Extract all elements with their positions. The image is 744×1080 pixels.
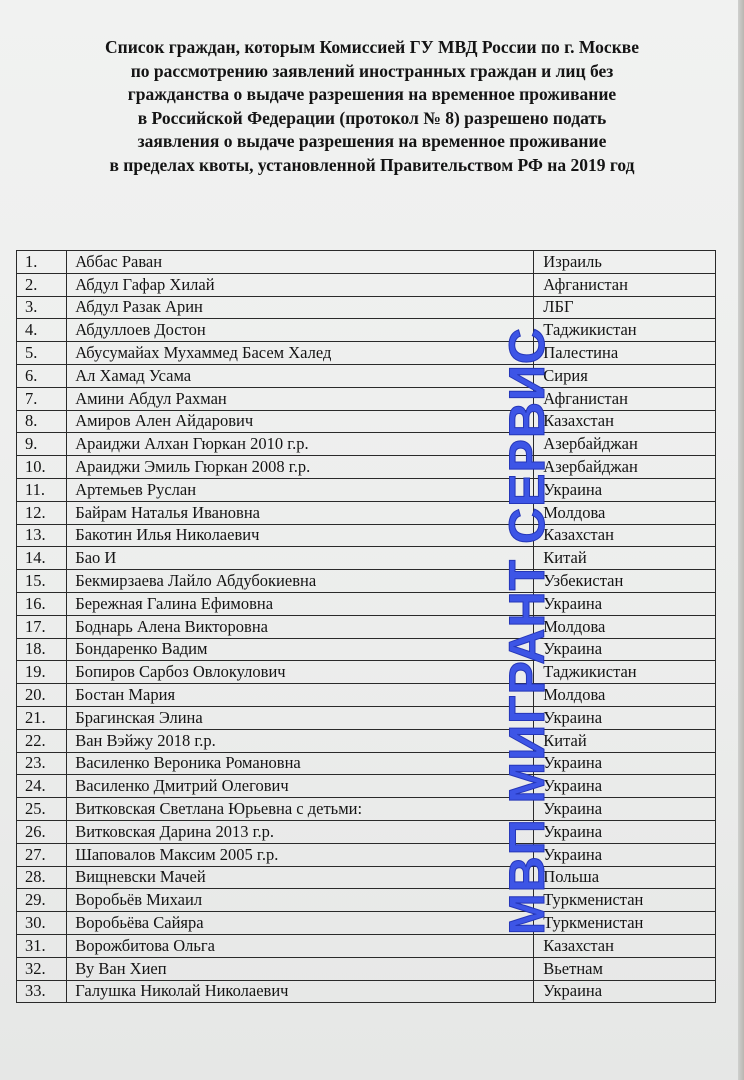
citizen-country: Сирия [534, 364, 716, 387]
citizen-country: Украина [534, 478, 716, 501]
row-number: 9. [17, 433, 67, 456]
citizen-name: Артемьев Руслан [67, 478, 534, 501]
citizen-name: Абусумайах Мухаммед Басем Халед [67, 342, 534, 365]
citizen-country: Узбекистан [534, 570, 716, 593]
citizen-country: Азербайджан [534, 456, 716, 479]
citizens-table [16, 250, 716, 1003]
table-row [17, 638, 716, 661]
citizen-name: Боднарь Алена Викторовна [67, 615, 534, 638]
citizen-country: ЛБГ [534, 296, 716, 319]
citizen-country: Таджикистан [534, 319, 716, 342]
citizen-country: Таджикистан [534, 661, 716, 684]
citizen-name: Витковская Дарина 2013 г.р. [67, 820, 534, 843]
citizen-country: Украина [534, 706, 716, 729]
title-line: Список граждан, которым Комиссией ГУ МВД России по г. Москве [105, 37, 639, 57]
citizen-country: Украина [534, 980, 716, 1003]
citizen-name: Брагинская Элина [67, 706, 534, 729]
row-number: 27. [17, 843, 67, 866]
table-row [17, 798, 716, 821]
citizens-table-body [17, 251, 716, 1003]
citizen-country: Азербайджан [534, 433, 716, 456]
table-row [17, 729, 716, 752]
title-line: гражданства о выдаче разрешения на временное проживание [127, 84, 617, 104]
row-number: 23. [17, 752, 67, 775]
citizen-country: Украина [534, 820, 716, 843]
row-number: 24. [17, 775, 67, 798]
table-row [17, 570, 716, 593]
citizen-country: Украина [534, 592, 716, 615]
citizen-name: Бопиров Сарбоз Овлокулович [67, 661, 534, 684]
citizen-country: Китай [534, 547, 716, 570]
row-number: 8. [17, 410, 67, 433]
table-row [17, 433, 716, 456]
title-line: в Российской Федерации (протокол № 8) разрешено подать [137, 107, 607, 128]
table-row [17, 615, 716, 638]
row-number: 29. [17, 889, 67, 912]
table-row [17, 661, 716, 684]
citizen-name: Абдул Разак Арин [67, 296, 534, 319]
citizen-country: Украина [534, 752, 716, 775]
document-title [0, 36, 744, 177]
citizen-name: Абдул Гафар Хилай [67, 273, 534, 296]
table-row [17, 889, 716, 912]
table-row [17, 934, 716, 957]
citizen-country: Молдова [534, 501, 716, 524]
citizen-country: Украина [534, 798, 716, 821]
citizen-name: Ван Вэйжу 2018 г.р. [67, 729, 534, 752]
row-number: 21. [17, 706, 67, 729]
title-line: в пределах квоты, установленной Правительством РФ на 2019 год [109, 154, 635, 175]
citizen-name: Бекмирзаева Лайло Абдубокиевна [67, 570, 534, 593]
citizen-name: Аббас Раван [67, 251, 534, 274]
citizen-name: Бакотин Илья Николаевич [67, 524, 534, 547]
citizen-name: Василенко Вероника Романовна [67, 752, 534, 775]
row-number: 28. [17, 866, 67, 889]
table-row [17, 364, 716, 387]
citizen-name: Бао И [67, 547, 534, 570]
citizen-country: Израиль [534, 251, 716, 274]
citizen-country: Вьетнам [534, 957, 716, 980]
citizen-country: Молдова [534, 684, 716, 707]
table-row [17, 775, 716, 798]
row-number: 17. [17, 615, 67, 638]
row-number: 30. [17, 912, 67, 935]
citizen-country: Польша [534, 866, 716, 889]
citizen-name: Галушка Николай Николаевич [67, 980, 534, 1003]
citizen-name: Василенко Дмитрий Олегович [67, 775, 534, 798]
row-number: 14. [17, 547, 67, 570]
row-number: 6. [17, 364, 67, 387]
table-row [17, 547, 716, 570]
citizen-country: Украина [534, 843, 716, 866]
table-row [17, 820, 716, 843]
row-number: 31. [17, 934, 67, 957]
citizen-country: Афганистан [534, 273, 716, 296]
citizen-name: Витковская Светлана Юрьевна с детьми: [67, 798, 534, 821]
row-number: 33. [17, 980, 67, 1003]
table-row [17, 706, 716, 729]
table-row [17, 410, 716, 433]
citizen-name: Абдуллоев Достон [67, 319, 534, 342]
citizen-name: Шаповалов Максим 2005 г.р. [67, 843, 534, 866]
citizen-country: Украина [534, 775, 716, 798]
citizen-name: Вищневски Мачей [67, 866, 534, 889]
row-number: 2. [17, 273, 67, 296]
citizen-name: Бостан Мария [67, 684, 534, 707]
citizen-name: Воробьёва Сайяра [67, 912, 534, 935]
row-number: 18. [17, 638, 67, 661]
citizen-country: Казахстан [534, 524, 716, 547]
table-row [17, 980, 716, 1003]
table-row [17, 912, 716, 935]
row-number: 13. [17, 524, 67, 547]
citizen-name: Воробьёв Михаил [67, 889, 534, 912]
citizen-name: Ал Хамад Усама [67, 364, 534, 387]
table-row [17, 866, 716, 889]
table-row [17, 843, 716, 866]
citizen-name: Бондаренко Вадим [67, 638, 534, 661]
citizen-country: Казахстан [534, 410, 716, 433]
table-row [17, 319, 716, 342]
citizen-name: Бережная Галина Ефимовна [67, 592, 534, 615]
table-row [17, 296, 716, 319]
citizen-country: Палестина [534, 342, 716, 365]
table-row [17, 524, 716, 547]
citizen-country: Китай [534, 729, 716, 752]
citizen-country: Молдова [534, 615, 716, 638]
row-number: 12. [17, 501, 67, 524]
citizen-name: Байрам Наталья Ивановна [67, 501, 534, 524]
row-number: 22. [17, 729, 67, 752]
row-number: 10. [17, 456, 67, 479]
row-number: 5. [17, 342, 67, 365]
citizen-name: Ву Ван Хиеп [67, 957, 534, 980]
title-line: заявления о выдаче разрешения на временное проживание [137, 131, 607, 151]
row-number: 1. [17, 251, 67, 274]
citizen-name: Ворожбитова Ольга [67, 934, 534, 957]
citizen-country: Украина [534, 638, 716, 661]
table-row [17, 592, 716, 615]
row-number: 32. [17, 957, 67, 980]
citizen-name: Амини Абдул Рахман [67, 387, 534, 410]
table-row [17, 684, 716, 707]
row-number: 11. [17, 478, 67, 501]
table-row [17, 957, 716, 980]
citizen-name: Араиджи Эмиль Гюркан 2008 г.р. [67, 456, 534, 479]
row-number: 19. [17, 661, 67, 684]
table-row [17, 456, 716, 479]
table-row [17, 342, 716, 365]
citizen-name: Амиров Ален Айдарович [67, 410, 534, 433]
watermark [499, 258, 555, 1003]
table-row [17, 478, 716, 501]
citizen-name: Араиджи Алхан Гюркан 2010 г.р. [67, 433, 534, 456]
citizen-country: Туркменистан [534, 889, 716, 912]
row-number: 26. [17, 820, 67, 843]
row-number: 20. [17, 684, 67, 707]
row-number: 16. [17, 592, 67, 615]
citizen-country: Туркменистан [534, 912, 716, 935]
table-row [17, 387, 716, 410]
title-line: по рассмотрению заявлений иностранных граждан и лиц без [130, 60, 614, 81]
row-number: 25. [17, 798, 67, 821]
row-number: 15. [17, 570, 67, 593]
citizen-country: Казахстан [534, 934, 716, 957]
row-number: 3. [17, 296, 67, 319]
citizen-country: Афганистан [534, 387, 716, 410]
row-number: 7. [17, 387, 67, 410]
row-number: 4. [17, 319, 67, 342]
table-row [17, 273, 716, 296]
table-row [17, 752, 716, 775]
watermark-text: МВП МИГРАНТ СЕРВИС [499, 326, 555, 935]
table-row [17, 501, 716, 524]
table-row [17, 251, 716, 274]
